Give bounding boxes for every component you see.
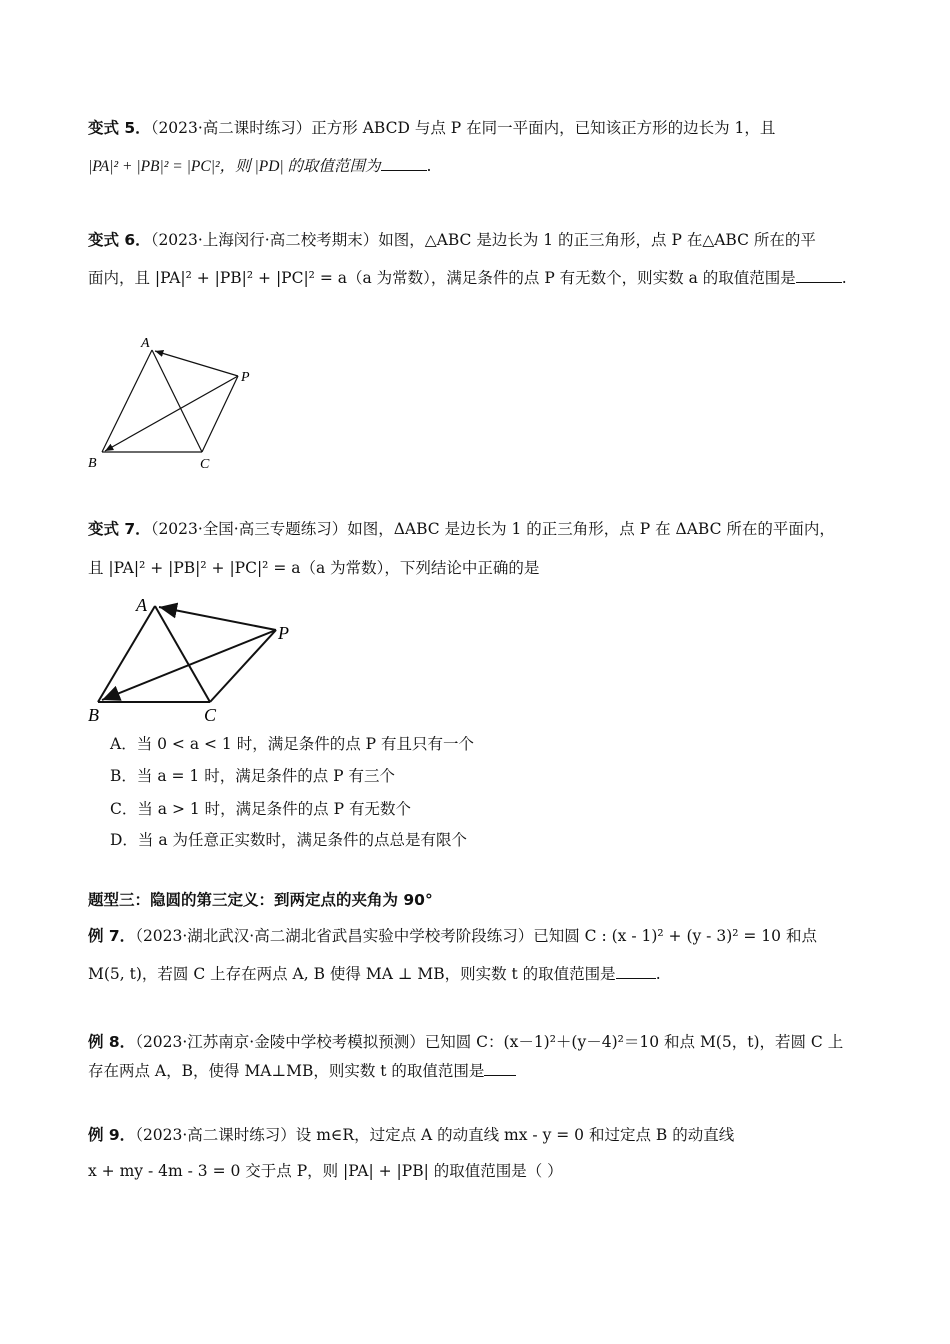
section-3-title: 题型三：隐圆的第三定义：到两定点的夹角为 90° — [88, 891, 433, 909]
example-7-text-1: （2023·湖北武汉·高二湖北省武昌实验中学校考阶段练习）已知圆 C : (x - 1)² + (y - 3)² = 10 和点 — [135, 927, 817, 945]
point-a-label: A — [136, 595, 147, 615]
point-p-label: P — [241, 370, 250, 385]
example-9-label: 例 9． — [88, 1126, 136, 1144]
example-9-line-1 — [88, 1124, 734, 1146]
segment-cp — [202, 376, 238, 452]
variant-6-label: 变式 6． — [88, 231, 151, 249]
answer-blank[interactable] — [484, 1061, 516, 1076]
point-p-label: P — [278, 623, 289, 643]
vector-pb — [105, 376, 238, 451]
variant-7-figure — [80, 590, 305, 730]
point-b-label: B — [88, 705, 99, 725]
example-7-text-2: M(5, t)，若圆 C 上存在两点 A, B 使得 MA ⊥ MB，则实数 t 的取值范围是 — [88, 965, 616, 983]
variant-6-line-2 — [88, 267, 847, 289]
example-8-line-2 — [88, 1060, 516, 1082]
period: . — [841, 269, 847, 287]
segment-ab — [102, 350, 152, 452]
example-8-label: 例 8． — [88, 1033, 136, 1051]
vector-pa — [159, 607, 276, 630]
example-7-label: 例 7． — [88, 927, 136, 945]
example-9-line-2: x + my - 4m - 3 = 0 交于点 P，则 |PA| + |PB| 的取值范围是（ ） — [88, 1162, 563, 1180]
answer-blank[interactable] — [381, 156, 427, 171]
answer-blank[interactable] — [616, 964, 656, 979]
variant-7-text-2: 且 |PA|² + |PB|² + |PC|² = a（a 为常数），下列结论中正确的是 — [88, 559, 540, 577]
variant-7-text-1: （2023·全国·高三专题练习）如图，ΔABC 是边长为 1 的正三角形，点 P 在 ΔABC 所在的平面内， — [150, 520, 835, 538]
segment-ab — [98, 606, 155, 702]
variant-6-text-1: （2023·上海闵行·高二校考期末）如图，△ABC 是边长为 1 的正三角形，点 P 在△ABC 所在的平 — [150, 231, 816, 249]
variant-6-line-1 — [88, 229, 816, 251]
variant-5-line-2 — [88, 155, 431, 178]
variant-5-text-1: （2023·高二课时练习）正方形 ABCD 与点 P 在同一平面内，已知该正方形的边长为 1，且 — [150, 119, 776, 137]
option-b[interactable]: B．当 a = 1 时，满足条件的点 P 有三个 — [110, 767, 395, 785]
point-b-label: B — [88, 456, 97, 471]
option-c[interactable]: C．当 a > 1 时，满足条件的点 P 有无数个 — [110, 800, 411, 818]
variant-5-label: 变式 5． — [88, 119, 151, 137]
segment-ac — [155, 606, 210, 702]
answer-blank[interactable] — [796, 268, 842, 283]
variant-7-line-2 — [88, 557, 539, 579]
variant-7-line-1 — [88, 518, 835, 540]
point-c-label: C — [204, 705, 217, 725]
period: . — [655, 965, 661, 983]
variant-5-line-1 — [88, 117, 775, 139]
option-d[interactable]: D．当 a 为任意正实数时，满足条件的点总是有限个 — [110, 831, 468, 849]
example-8-text-1: （2023·江苏南京·金陵中学校考模拟预测）已知圆 C：(x－1)²＋(y－4)²＝10 和点 M(5，t)，若圆 C 上 — [135, 1033, 844, 1051]
vector-pa — [155, 351, 238, 376]
example-8-text-2: 存在两点 A，B，使得 MA⊥MB，则实数 t 的取值范围是 — [88, 1062, 485, 1080]
example-7-line-2 — [88, 963, 661, 985]
variant-5-text-2: |PA|² + |PB|² = |PC|²，则 |PD| 的取值范围为 — [88, 158, 381, 175]
point-c-label: C — [200, 457, 210, 472]
option-a[interactable]: A．当 0 < a < 1 时，满足条件的点 P 有且只有一个 — [110, 735, 474, 753]
example-9-text-1: （2023·高二课时练习）设 m∈R，过定点 A 的动直线 mx - y = 0 和过定点 B 的动直线 — [135, 1126, 735, 1144]
period: . — [426, 157, 432, 175]
variant-6-figure — [80, 330, 280, 475]
vector-pb — [102, 630, 276, 700]
example-8-line-1 — [88, 1031, 843, 1053]
point-a-label: A — [141, 336, 150, 351]
variant-6-text-2: 面内，且 |PA|² + |PB|² + |PC|² = a（a 为常数），满足条件的点 P 有无数个，则实数 a 的取值范围是 — [88, 269, 796, 287]
segment-cp — [210, 630, 276, 702]
variant-7-label: 变式 7． — [88, 520, 151, 538]
example-7-line-1 — [88, 925, 817, 947]
